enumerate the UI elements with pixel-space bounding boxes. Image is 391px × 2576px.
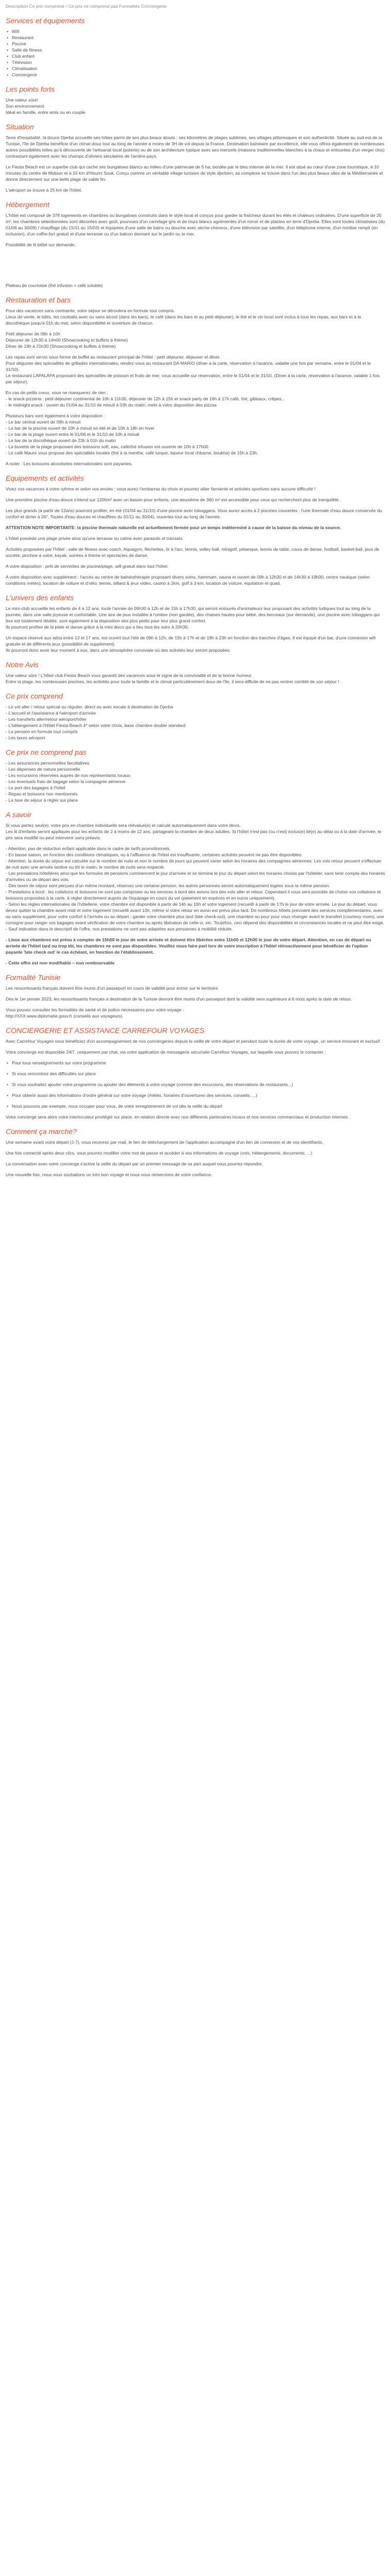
list-item: • Piscine [6,41,385,47]
section-title-prix-ne-comprend: Ce prix ne comprend pas [6,748,87,756]
list-item: • Pour obtenir aussi des informations d'ordre général sur votre voyage (météo, horaires d'ouvertures des services, conseils, ...) [6,1092,385,1098]
section-title-equipements: Equipements et activités [6,474,84,482]
text-line: Une valeur sûre! [6,97,39,103]
list-item: • Conciergerie [6,72,385,78]
text-line: Idéal en famille, entre amis ou en couple [6,110,86,115]
list-item: - L'hébergement à l'Hôtel Fiesta Beach 4* selon votre choix, base chambre double standard [6,723,186,728]
section-title-formalite: Formalité Tunisie [6,973,61,981]
section-title-notre-avis: Notre Avis [6,660,39,669]
section-title-situation: Situation [6,123,34,131]
section-title-enfants: L'univers des enfants [6,594,74,602]
paragraph: La conversation avec votre concierge s'active la veille du départ par un premier message de sa part auquel vous pourrez répondre. [6,1161,263,1166]
paragraph: Une semaine avant votre départ (J-7), vous recevrez par mail, le lien de téléchargement de l'application accompagné d'un lien de connexion et de vos identifiants. [6,1140,323,1145]
list-item: - La pension en formule tout compris [6,729,78,734]
breadcrumb-separator: / [66,4,67,9]
paragraph: Activités proposées par l'hôtel : salle de fitness avec coach, Aquagym, fléchettes, tir à l'arc, tennis, volley-ball, minigolf, pétanque, tennis de table, cours de danse, football, basket-ball, jeux de société, pinchne à votre, kayak, soirées à thème et spectacles de danse. [6,547,380,558]
paragraph: Votre concierge sera alors votre interlocuteur privilégié sur place, en relation directe avec nos différents partenaires locaux et nos services commerciaux et production internes. [6,1114,349,1120]
paragraph: Les repas sont servis sous forme de buffet au restaurant principal de l'hôtel : petit déjeuner, déjeuner et dîner. Pour déguster des spécialités de grillades internationales, rendez-vous au restaurant DA MARIO (dîner à la carte, réservation à l'avance, valable une fois par semaine, entre le 01/04 et le 31/10). Le restaurant LAPALAPA proposant des spécialités de poisson et fruits de mer, vous accueille sur réservation, entre le 01/04 et le 31/10. (Dîner à la carte, réservation à l'avance, valable 1 fois par séjour). [6,354,380,384]
list-item: • Si vous rencontrez des difficultés sur place [6,1071,385,1077]
paragraph: Le Fiesta Beach est un superbe club qui cache ses bungalows blancs au milieu d'une palmeraie de 5 ha, bordée par le bleu intense de la mer. Il est situé au cœur d'une zone touristique, à 10 minutes du centre de Midoun et à 15 km d'Houmt Souk. Conçu comme un véritable village tunisien de style djerbien, sa complexe se trouve dans l'un des plus beaux sites de la Méditerranée et donne directement sur une belle plage de sable fin. [6,164,383,182]
paragraph: Plusieurs bars sont également à votre disposition : - Le bar central ouvert de 09h à minuit - Le bar de la piscine ouvert de 10h à minuit en été et de 10h à 18h en hiver - Le bar de la plage ouvert entre le 01/06 et le 31/10 de 10h à minuit - Le bar de la discothèque ouvert de 23h à 01h du matin - La buvette de la plage proposant des boissons soft, eau, café/thé infusion est ouverte de 10h à 17h00 - Le café Maure vous propose des spécialités locales (thé à la menthe, café turque, liqueur local chbarne, boukha) de 15h à 23h. [6,413,258,455]
paragraph: Un espace réservé aux ados entre 13 et 17 ans, est ouvert tout l'été de 09h à 12h, de 15h à 17h et de 19h à 23h en fonction des tranches d'âges. Il est équipé d'un bar, d'une connexion wifi gratuite et de différents jeux (possibilité de supplément). Ils pourront donc avoir leur moment à eux, dans une atmosphère conviviale où des activités leur seront proposées. [6,635,376,653]
list-item: - Les assurances personnelles facultatives [6,760,89,766]
paragraph: Les plus grands (à partir de 12ans) pourront profiter, en été (01/04 au 31/10) d'une piscine avec toboggans. Vous aurez accès à 2 piscines couvertes : l'une thermale d'eau douce conservée du confort et dicter à 26°. Toutes d'eau douces et chauffées du 01/11 au 30/04), ouvertes tout au long de l'année. [6,508,382,519]
paragraph: L'hôtel est composé de 378 logements en chambres ou bungalows construits dans le style local et conçus pour garder la fraîcheur durant les étés et chaleurs ordinaires. D'une superficie de 25 m², les chambres sélectionnées sont décorées avec goût, pourvues d'un carrelage gris et de murs blancs agrémentés d'un miroir et de plantes en terre d'Djerba. Elles sont toutes climatisées (du 01/06 au 30/09) / chauffage (du 15/11 au 15/03) et équipées d'une salle de bains ou douche avec sèche-cheveux, d'une télévision par satellite, d'un téléphone interne, d'un minibar rempli (en inclusion), d'un coffre-fort gratuit et d'une terrasse ou d'un balcon donnant sur le jardin ou la mer. [6,213,385,236]
paragraph: Votre concierge est disponible 24/7, uniquement par chat, via votre application de messagerie sécurisée Carrefour Voyages, sur laquelle vous pouvez le contacter : [6,1049,326,1055]
blank-space [6,252,385,282]
list-item: - Repas et boissons non mentionnés [6,791,78,796]
paragraph: A noter : Les boissons alcoolisées internationales sont payantes. [6,461,133,466]
paragraph: En cas de petits creux, vous ne manquerez de rien : - le snack-pizzeria : petit déjeuner continental de 10h à 11h30, déjeuner de 12h à 15h et snack party de 16h à 17h café, thé, gâteaux, crêpes... - le midnight snack : ouvert du 01/04 au 31/10 de minuit à 03h du matin, mets à votre disposition des pizzas [6,390,285,408]
paragraph: Pour des vacances sans contrainte, votre séjour se déroulera en formule tout compris. Lieux de vente, le bâtis, les cocktails avec ou sans alcool (dans les bars), le café (dans les bars et au petit déjeuner), le thé et le vin local sont inclus à tous les repas, aux bars et à la discothèque jusqu'à 01h du mat, selon disponibilité et ouverture de chacun. [6,308,361,326]
section-title-a-savoir: A savoir [6,810,32,819]
list-item: - Les taxes aéroport [6,735,45,740]
page [0,0,391,1193]
section-title-restauration: Restauration et bars [6,296,71,304]
section-title-prix-comprend: Ce prix comprend [6,692,63,700]
list-item: • Club enfant [6,53,385,59]
final-note: - Cette offre est non modifiable – non remboursable [6,960,115,965]
footnote: Plateau de courtoisie (thé infusion + café soluble) [6,283,103,288]
paragraph: Avec Carrefour Voyages vous bénéficiez d'un accompagnement de nos conciergeries depuis la veille de votre départ et pendant toute la durée de votre voyage, un service innovant et exclusif. [6,1039,381,1044]
paragraph: Si vous partez seul(e), votre prix en chambre individuelle sera réévalué(e) et calculé automatiquement dans votre devis. Les lit d'enfants seront appliqués pour les enfants de 2 à moins de 12 ans, partageant la chambre de deux adultes. Si l'hôtel n'est pas (ou n'est) inclus(e) lié(e) au délai ou à la date d'arrivée, le prix sera modifié ou peut intervenir sans préavis. [6,823,382,840]
prix-comprend-list [6,704,385,741]
list-item: - La taxe de séjour à régler sur place [6,798,78,803]
paragraph: Petit déjeuner de 06h à 10h Déjeuner de 12h30 à 14h00 (Showcooking et buffets à thème) Dîner de 19h à 21h30 (Showcooking et buffets à thème) [6,331,128,349]
list-item: - Les éventuels frais de bagage selon la compagnie aérienne [6,779,126,784]
breadcrumb-link[interactable]: Description Ce prix comprend [6,4,64,9]
breadcrumb-link[interactable]: Ce prix ne comprend pas Formalités Conciergerie [68,4,167,9]
paragraph: L'aéroport se trouve à 25 km de l'hôtel. [6,188,83,193]
paragraph: Vous pouvez consulter les formalités de santé et de police nécessaires pour votre voyage : http://XXX.www.diplomatie.gouv.fr (conseils aux voyageurs) [6,1007,184,1019]
paragraph: Le mini-club accueille les enfants de 4 à 12 ans, toute l'année de 09h30 à 12h et de 15h à 17h30, qui seront entourés d'animateurs leur proposant des activités ludiques tout au long de la journée, dans une salle joyeuse et confortable. Une aire de jeux installée à l'ombre (non gardée), des chaises hautes pour bébé, des berceaux (sur demande), une piscine avec toboggans qui leur est totalement dédiée, sont également à la disposition des plus petits pour leur plus grand confort. Ils pourront profiter de la plaie et danse grâce à la mini disco qui a lieu tous les soirs à 20h30. [6,606,380,630]
list-item: - Le port des bagages à l'hôtel [6,785,66,790]
section-title-services: Services et équipements [6,16,85,25]
list-item: - Le vol aller / retour spécial ou régulier, direct ou avec escale à destination de Djerba [6,704,173,709]
list-item: • Wifi [6,28,385,35]
list-item: • Pour tous renseignements sur votre programme [6,1060,385,1066]
section-title-points-forts: Les points forts [6,85,55,93]
paragraph: L'hôtel possède une plage privée ainsi qu'une terrasse ou calme avec parasols et transats. [6,536,184,541]
prix-ne-comprend-list [6,760,385,803]
paragraph: A votre disposition avec supplément : l'accès au centre de balnéothérapie proposant divers soins, hammam, sauna et ouvert de 09h à 12h30 et de 14h30 à 19h00, centre nautique (selon conditions météo), location de voiture et d'vélo, tennis, billard & jeux vidéo, casino à 2km, golf à 3 km, location de voiture, équitation et quad. [6,574,370,586]
paragraph: Les ressortissants français doivent être munis d'un passeport en cours de validité pour entrer sur le territoire. [6,986,219,991]
text-line: Son environnement [6,104,44,109]
section-title-hebergement: Hébergement [6,200,50,209]
paragraph: Possibilité de lit bébé sur demande. [6,242,76,247]
list-item: • Télévision [6,59,385,65]
list-item: - Les excursions réservées auprès de nos représentants locaux [6,773,131,778]
paragraph: Une première piscine d'eau douce s'étend sur 1200m² avec un bassin pour enfants, une deuxième de 360 m² est accessible pour ceux qui recherchent plus de tranquillité. [6,497,340,502]
warning-note: ATTENTION NOTE IMPORTANTE: la piscine thermale naturelle est actuellement fermée pour un temps indéterminé à cause de la baisse du niveau de la source. [6,525,341,530]
paragraph: Une fois connecté après deux clics, vous pourrez modifier votre mot de passe et accéder à vos informations de voyage (vols, hébergements, documents, ...) [6,1150,313,1156]
list-item: - Les dépenses de nature personnelle [6,767,80,772]
paragraph: - Attention, pas de réduction enfant applicable dans le cadre de tarifs promotionnels. - En basse saison, en fonction des conditions climatiques, ou à l'affluence de l'hôtel est insuffisante, certaines activités peuvent ne pas être disponibles. - Attention, la durée du séjour est calculée sur le nombre de nuits et non le nombre de jours qui peuvent varier selon les horaires des compagnies aériennes. Les vols retour peuvent s'effectuer de nuit avec une arrivée tardive ou tôt le matin, le nombre de nuits sera respecté. - Les prestations hôtelières ainsi que les formules de pensions commencent le jour d'arrivée et se termine le jour du départ selon les horaires choisis par l'hôtelier, sans tenir compte des horaires d'arrivées ou de départ des vols. - Des taxes de séjour sont perçues d'un même montant, réservez une certaine pension, les autres personnes seront automatiquement logées sous la même pension. - Prestations à bord : les collations et boissons ne sont pas comprises ou les services à bord des avions lors des vols aller et retour. Cependant il vous sera possible de choisir vos collations et boissons proposées à la carte, à régler directement auprès de l'équipage en cours du vol (paiement en espèces et en euros uniquement). - Selon les règles internationales de l'hôtellerie, votre chambre est disponible à partir de 14h au 15h et votre logement (recueilli à partir de 17h le jour de votre arrivée. Le jour du départ, vous devez quitter la chambre avant midi et votre logement (recueilli avant 10h, même si votre retour en avion est prévu plus tard. De nombreux hôtels prévoient des services complémentaires, avec ou sans supplément, pour votre confort à l'arrivée ou au départ : garder votre chambre plus tard (late check-out), une chambre ou pour pour vous changer avant le transfert (courtesy room), une consigne pour ranger vos bagages avant vérification de votre chambre ou après libération de celle-ci, etc. Toutefois, ceci dépend des disponibilités et circonstances locales et ne peut être exigé. - Sauf indication dans le descriptif de l'offre, nos prestations ne sont pas adaptées aux personnes à mobilité réduite. [6,846,385,931]
paragraph: A votre disposition : prêt de serviettes de piscine/plage, wifi gratuit dans tout l'hôtel. [6,564,169,569]
list-item: - L'accueil et l'assistance à l'aéroport d'arrivée [6,710,96,716]
paragraph: Une valeur sûre ! L'hôtel club Fiesta Beach vous garantit des vacances sous le signe de la convivialité et de la bonne humeur. Entre la plage, les nombreuses piscines, les activités pour toute la famille et le climat particulièrement doux de l'île, il sera difficile de ne pas rentrer comblé de son séjour ! [6,673,339,684]
breadcrumb [6,3,385,9]
services-list [6,28,385,78]
conciergerie-list [6,1060,385,1109]
points-forts [6,97,385,115]
list-item: • Climatisation [6,65,385,72]
list-item: • Salle de fitness [6,47,385,53]
paragraph: Vivez vos vacances à votre rythme et selon vos envies : vous aurez l'embarras du choix et pourrez allier farniente et activités sportives sans aucune difficulté ! [6,486,316,492]
paragraph: Une nouvelle fois, nous vous souhaitons un très bon voyage et nous vous remercions de votre confiance. [6,1172,213,1177]
list-item: • Restaurant [6,35,385,41]
paragraph: Dès le 1er janvier 2023, les ressortissants français à destination de la Tunisie devront être munis d'un passeport dont la validité sera supérieure à 6 mois après la date de retour. [6,996,352,1002]
paragraph: Terre d'hospitalité, la douce Djerba accueille ses hôtes parmi de ses plus beaux atouts : ses kilomètres de plages sublimes, ses villages pittoresques et son authenticité. Située au sud-est de la Tunisie, l'île de Djerba bénéficie d'un climat doux tout au long de l'année à moins de 3H de vol depuis la France. Destination balnéaire par excellence, elle vous offrira également de nombreuses autres possibilités telles qu'à découverte de l'artisanat local (poterie) ou de son architecture typique avec ses menzels (maisons traditionnelles blanches à la chaux et entourées d'un verger clos) contrastant également avec les champs d'oliviers séculaires de l'arrière-pays. [6,135,385,159]
list-item: - Les transferts aller/retour aéroport/hôtel [6,717,87,722]
list-item: • Nous pouvons par exemple, nous occuper pour vous, de votre enregistrement de vol dès la veille du départ [6,1103,385,1109]
list-item: • Si vous souhaitez ajouter votre programme ou ajouter des éléments à votre voyage (comme des excursions, des réservations de restaurants...) [6,1081,385,1088]
section-title-conciergerie: CONCIERGERIE ET ASSISTANCE CARREFOUR VOYAGES [6,1026,205,1035]
section-title-comment: Comment ça marche? [6,1127,77,1136]
important-note: - Lieux aux chambres est prévu à compter de 15h00 le jour de votre arrivée et doivent être libérées entre 11h00 et 12h00 le jour de votre départ. Attention, en cas de départ ou arrivée de l'hôtel tard ou trop tôt, les chambres ne sont pas disponibles. Veuillez nous faire part lors de votre inscription à l'hôtel rétroactivement pour bénéficier de l'option payante 'late check out' le cas échéant, en fonction de l'établissement. [6,937,371,955]
